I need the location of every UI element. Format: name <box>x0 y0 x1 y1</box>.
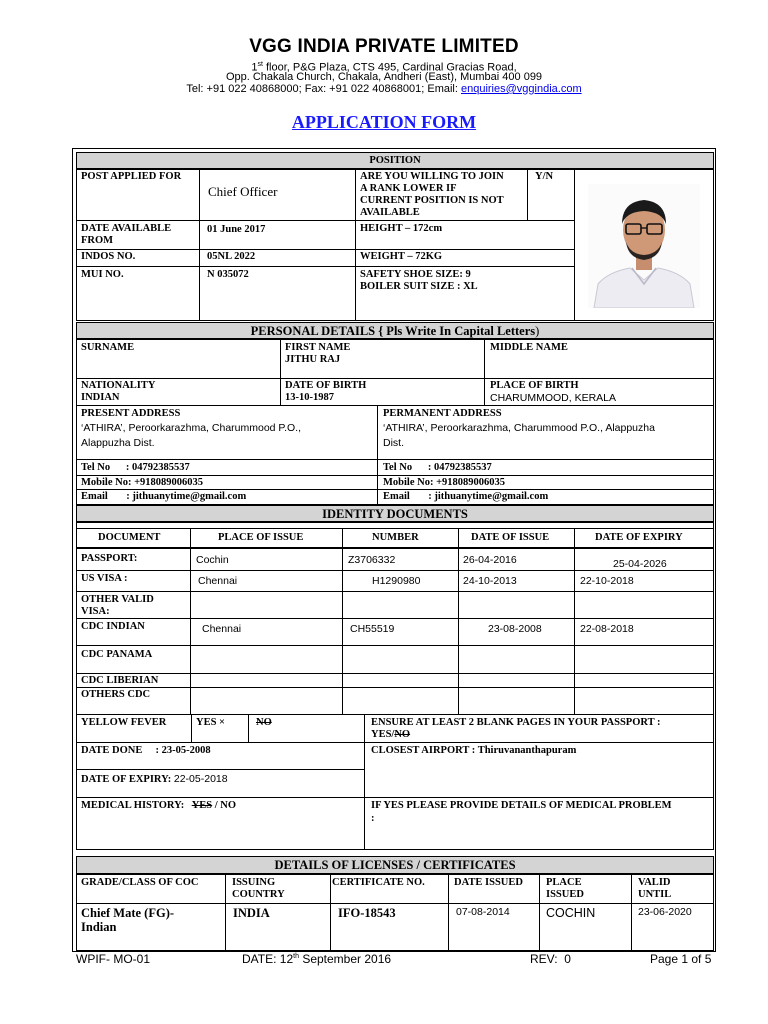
date-available-value: 01 June 2017 <box>207 224 266 235</box>
col-place-2: ISSUED <box>546 889 584 900</box>
address-line-2: Opp. Chakala Church, Chakala, Andheri (East), Mumbai 400 099 <box>225 71 543 83</box>
usvisa-number: H1290980 <box>372 575 421 587</box>
license-place: COCHIN <box>546 906 596 920</box>
cdc-indian-number: CH55519 <box>350 623 395 635</box>
pob-value: CHARUMMOOD, KERALA <box>490 392 617 404</box>
present-email: Email : jithuanytime@gmail.com <box>81 491 247 502</box>
section-licenses: DETAILS OF LICENSES / CERTIFICATES <box>76 856 714 874</box>
license-date-issued: 07-08-2014 <box>456 906 510 918</box>
col-place-1: PLACE <box>546 877 582 888</box>
col-valid-2: UNTIL <box>638 889 672 900</box>
pob-label: PLACE OF BIRTH <box>490 380 579 391</box>
col-issuing-2: COUNTRY <box>232 889 285 900</box>
height-value: HEIGHT – 172cm <box>360 223 443 234</box>
date-done: DATE DONE : 23-05-2008 <box>81 745 211 756</box>
license-cert-no: IFO-18543 <box>338 906 396 920</box>
footer-rev: REV: 0 <box>530 952 571 966</box>
lower-rank-q4: AVAILABLE <box>360 207 420 218</box>
yellow-fever-yes: YES × <box>196 717 226 728</box>
footer-date: DATE: 12th September 2016 <box>242 952 392 966</box>
table-row: PASSPORT: <box>81 553 138 564</box>
lower-rank-q1: ARE YOU WILLING TO JOIN <box>360 171 504 182</box>
permanent-address-l2: Dist. <box>383 437 404 449</box>
cdc-indian-issue: 23-08-2008 <box>488 623 542 635</box>
nationality-label: NATIONALITY <box>81 380 156 391</box>
present-tel: Tel No : 04792385537 <box>81 462 190 473</box>
table-row: OTHER VALID <box>81 594 154 605</box>
yn-label: Y/N <box>535 171 554 182</box>
medical-history: MEDICAL HISTORY: YES / NO <box>81 800 237 811</box>
permanent-address-l1: ‘ATHIRA’, Peroorkarazhma, Charummood P.O., Alappuzha <box>383 422 655 434</box>
col-place-of-issue: PLACE OF ISSUE <box>218 532 304 543</box>
form-title: APPLICATION FORM <box>291 112 477 132</box>
table-row: CDC LIBERIAN <box>81 675 159 686</box>
closest-airport: CLOSEST AIRPORT : Thiruvananthapuram <box>371 745 577 756</box>
cdc-indian-place: Chennai <box>202 623 242 635</box>
passport-expiry: 25-04-2026 <box>613 558 667 570</box>
license-valid-until: 23-06-2020 <box>638 906 692 918</box>
lower-rank-q2: A RANK LOWER IF <box>360 183 457 194</box>
date-available-label-2: FROM <box>81 235 114 246</box>
footer-page: Page 1 of 5 <box>650 952 712 966</box>
post-applied-label: POST APPLIED FOR <box>81 171 182 182</box>
col-number: NUMBER <box>372 532 419 543</box>
permanent-address-label: PERMANENT ADDRESS <box>383 408 502 419</box>
mui-value: N 035072 <box>207 269 249 280</box>
lower-rank-q3: CURRENT POSITION IS NOT <box>360 195 504 206</box>
license-country: INDIA <box>233 906 270 920</box>
section-identity: IDENTITY DOCUMENTS <box>76 505 714 522</box>
col-certificate: CERTIFICATE NO. <box>332 877 425 888</box>
email-link[interactable]: enquiries@vggindia.com <box>460 83 582 95</box>
table-row: CDC PANAMA <box>81 649 153 660</box>
contact-line: Tel: +91 022 40868000; Fax: +91 022 40868001; Email: enquiries@vggindia.com <box>186 83 582 95</box>
present-address-l1: ‘ATHIRA’, Peroorkarazhma, Charummood P.O., <box>81 422 301 434</box>
dob-value: 13-10-1987 <box>285 392 334 403</box>
table-row: US VISA : <box>81 573 128 584</box>
dob-label: DATE OF BIRTH <box>285 380 367 391</box>
yf-expiry: DATE OF EXPIRY: 22-05-2018 <box>81 773 228 785</box>
other-visa-l2: VISA: <box>81 606 110 617</box>
permanent-email: Email : jithuanytime@gmail.com <box>383 491 549 502</box>
shoe-size: SAFETY SHOE SIZE: 9 <box>360 269 471 280</box>
applicant-photo <box>588 184 700 308</box>
first-name-value: JITHU RAJ <box>285 354 341 365</box>
indos-label: INDOS NO. <box>81 251 136 262</box>
present-address-label: PRESENT ADDRESS <box>81 408 181 419</box>
usvisa-place: Chennai <box>198 575 238 587</box>
middle-name-label: MIDDLE NAME <box>490 342 568 353</box>
license-grade-2: Indian <box>81 920 117 934</box>
table-row: OTHERS CDC <box>81 689 151 700</box>
col-valid-1: VALID <box>638 877 671 888</box>
col-date-of-expiry: DATE OF EXPIRY <box>595 532 683 543</box>
yellow-fever-no: NO <box>256 717 272 728</box>
present-address-l2: Alappuzha Dist. <box>81 437 155 449</box>
date-available-label-1: DATE AVAILABLE <box>81 223 172 234</box>
footer-code: WPIF- MO-01 <box>76 952 150 966</box>
col-grade: GRADE/CLASS OF COC <box>81 877 199 888</box>
usvisa-expiry: 22-10-2018 <box>580 575 634 587</box>
permanent-mobile: Mobile No: +918089006035 <box>383 477 506 488</box>
cdc-indian-expiry: 22-08-2018 <box>580 623 634 635</box>
mui-label: MUI NO. <box>81 269 124 280</box>
present-mobile: Mobile No: +918089006035 <box>81 477 204 488</box>
col-issuing-1: ISSUING <box>232 877 276 888</box>
col-date-issued: DATE ISSUED <box>454 877 523 888</box>
boiler-suit-size: BOILER SUIT SIZE : XL <box>360 281 478 292</box>
passport-number: Z3706332 <box>348 554 396 566</box>
nationality-value: INDIAN <box>81 392 120 403</box>
table-row: CDC INDIAN <box>81 621 145 632</box>
passport-place: Cochin <box>196 554 229 566</box>
section-position: POSITION <box>76 152 714 169</box>
ensure-blank-pages: ENSURE AT LEAST 2 BLANK PAGES IN YOUR PASSPORT : <box>371 717 661 728</box>
first-name-label: FIRST NAME <box>285 342 351 353</box>
ensure-yes-no: YES/NO <box>371 729 411 740</box>
col-date-of-issue: DATE OF ISSUE <box>471 532 550 543</box>
passport-issue: 26-04-2016 <box>463 554 517 566</box>
weight-value: WEIGHT – 72KG <box>360 251 443 262</box>
permanent-tel: Tel No : 04792385537 <box>383 462 492 473</box>
medical-details-colon: : <box>371 813 375 824</box>
usvisa-issue: 24-10-2013 <box>463 575 517 587</box>
company-name: VGG INDIA PRIVATE LIMITED <box>249 36 519 57</box>
section-personal: PERSONAL DETAILS { Pls Write In Capital Letters) <box>76 322 714 339</box>
surname-label: SURNAME <box>81 342 135 353</box>
col-document: DOCUMENT <box>98 532 161 543</box>
license-grade-1: Chief Mate (FG)- <box>81 906 175 920</box>
post-applied-value: Chief Officer <box>208 184 278 199</box>
indos-value: 05NL 2022 <box>207 251 256 262</box>
medical-details-prompt: IF YES PLEASE PROVIDE DETAILS OF MEDICAL PROBLEM <box>371 800 672 811</box>
address-line-1: 1st floor, P&G Plaza, CTS 495, Cardinal Gracias Road, <box>251 61 517 74</box>
yellow-fever-label: YELLOW FEVER <box>81 717 167 728</box>
